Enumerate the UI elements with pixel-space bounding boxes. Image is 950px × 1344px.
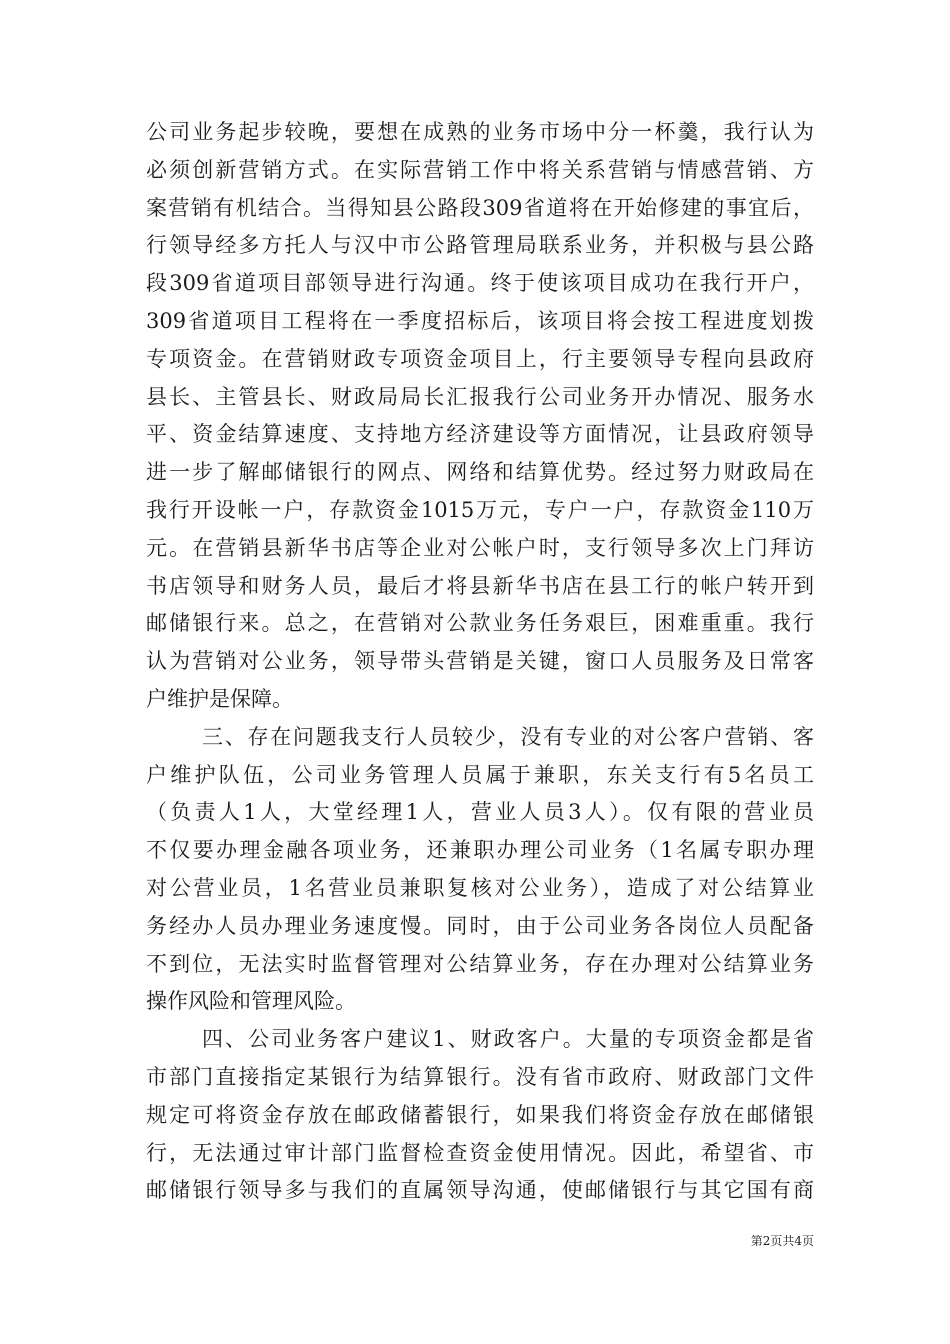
text-line: 公司业务起步较晚，要想在成熟的业务市场中分一杯羹，我行认为: [146, 120, 814, 144]
text-line: 市部门直接指定某银行为结算银行。没有省市政府、财政部门文件: [146, 1064, 814, 1089]
text-line: 行，无法通过审计部门监督检查资金使用情况。因此，希望省、市: [146, 1140, 814, 1165]
text-line: 平、资金结算速度、支持地方经济建设等方面情况，让县政府领导: [146, 422, 814, 447]
text-line: 户维护是保障。: [146, 686, 293, 711]
text-line: 邮储银行领导多与我们的直属领导沟通，使邮储银行与其它国有商: [146, 1178, 814, 1203]
text-line: 书店领导和财务人员，最后才将县新华书店在县工行的帐户转开到: [146, 573, 814, 598]
text-line: 县长、主管县长、财政局局长汇报我行公司业务开办情况、服务水: [146, 384, 814, 409]
text-line: 案营销有机结合。当得知县公路段309省道将在开始修建的事宜后，: [146, 195, 814, 220]
page-number-footer: 第2页共4页: [750, 1234, 814, 1248]
text-line: 309省道项目工程将在一季度招标后，该项目将会按工程进度划拨: [146, 308, 814, 333]
text-line: （负责人1人，大堂经理1人，营业人员3人）。仅有限的营业员: [146, 800, 814, 825]
text-line: 我行开设帐一户，存款资金1015万元，专户一户，存款资金110万: [146, 497, 814, 522]
text-line: 邮储银行来。总之，在营销对公款业务任务艰巨，困难重重。我行: [146, 611, 814, 636]
text-line: 专项资金。在营销财政专项资金项目上，行主要领导专程向县政府: [146, 346, 814, 371]
text-line: 认为营销对公业务，领导带头营销是关键，窗口人员服务及日常客: [146, 649, 814, 674]
text-line: 段309省道项目部领导进行沟通。终于使该项目成功在我行开户，: [146, 271, 814, 296]
text-line: 必须创新营销方式。在实际营销工作中将关系营销与情感营销、方: [146, 157, 814, 182]
text-line: 规定可将资金存放在邮政储蓄银行，如果我们将资金存放在邮储银: [146, 1102, 814, 1127]
text-line: 不到位，无法实时监督管理对公结算业务，存在办理对公结算业务: [146, 951, 814, 976]
text-line: 元。在营销县新华书店等企业对公帐户时，支行领导多次上门拜访: [146, 535, 814, 560]
text-line: 户维护队伍，公司业务管理人员属于兼职，东关支行有5名员工: [146, 762, 814, 787]
text-line: 三、存在问题我支行人员较少，没有专业的对公客户营销、客: [202, 724, 814, 749]
text-line: 进一步了解邮储银行的网点、网络和结算优势。经过努力财政局在: [146, 460, 814, 485]
text-line: 务经办人员办理业务速度慢。同时，由于公司业务各岗位人员配备: [146, 913, 814, 938]
text-line: 对公营业员，1名营业员兼职复核对公业务），造成了对公结算业: [146, 875, 814, 900]
text-line: 不仅要办理金融各项业务，还兼职办理公司业务（1名属专职办理: [146, 838, 814, 863]
document-body: [146, 114, 814, 1210]
text-line: 操作风险和管理风险。: [146, 989, 356, 1014]
text-line: 四、公司业务客户建议1、财政客户。大量的专项资金都是省: [202, 1027, 814, 1052]
text-line: 行领导经多方托人与汉中市公路管理局联系业务，并积极与县公路: [146, 233, 814, 258]
